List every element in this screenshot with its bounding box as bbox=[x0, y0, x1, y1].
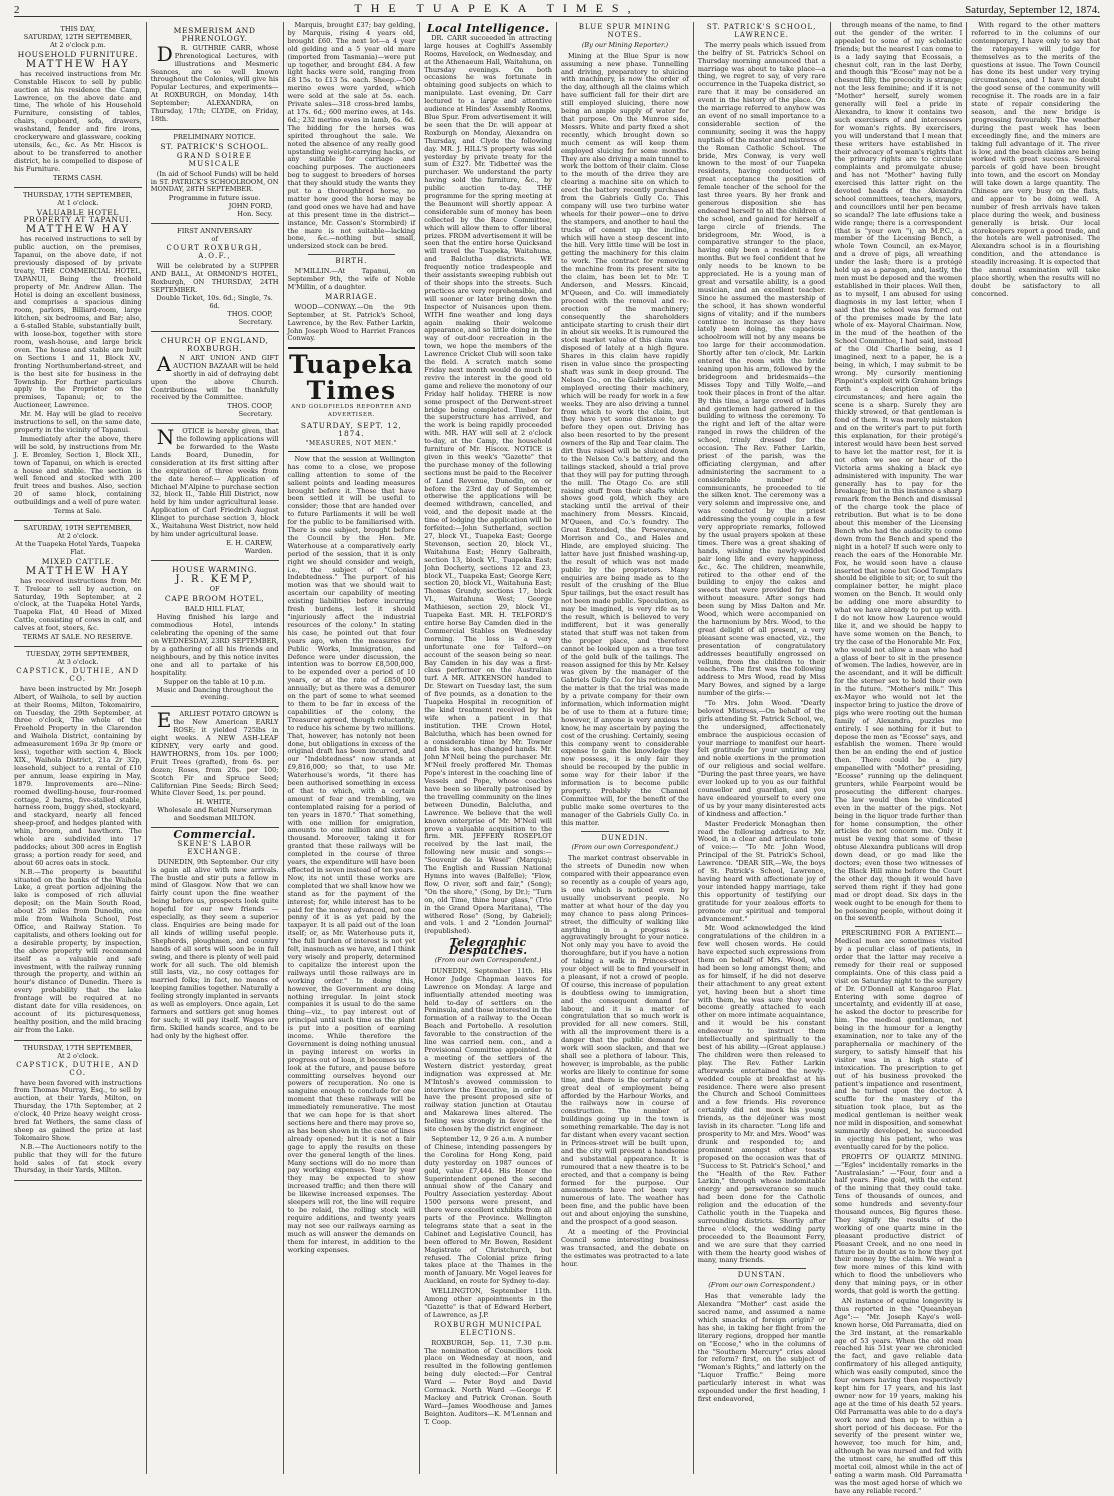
ad-time: At 2 o'clock. bbox=[57, 1051, 99, 1060]
ad-nb: N.B.—The Auctioneers notify to the public that they will for the future hold sales of fat stock every Thursday, in their Yards, Milton. bbox=[14, 1142, 142, 1175]
ad-prelim: PRELIMINARY NOTICE. bbox=[173, 132, 256, 141]
divider bbox=[581, 831, 669, 832]
ad-signature: THOS. COOP, bbox=[227, 402, 273, 411]
ad-heading: MESMERISM AND PHRENOLOGY. bbox=[173, 26, 256, 43]
ad-body: Having finished his large and commodious Hotel, intends celebrating the opening of the same on WEDNESDAY, 23RD SEPTEMBER, by a gathering of all his friends and neighbours, and by this notice invites one and all to partake of his hospitality. bbox=[150, 613, 279, 677]
dunstan-heading: DUNSTAN. bbox=[737, 1271, 786, 1280]
soiree-ad bbox=[151, 130, 279, 224]
ad-first: FIRST ANNIVERSARY bbox=[177, 227, 253, 236]
auctioneer-name: MATTHEW HAY bbox=[25, 58, 130, 70]
ad-day: THIS DAY, bbox=[60, 25, 96, 33]
flag-name: Tuapeka Times bbox=[289, 350, 414, 406]
ad-heading: HOUSE WARMING. bbox=[172, 564, 258, 574]
column-5 bbox=[557, 22, 694, 1474]
article-body: The merry peals which issued from the belfry of St. Patrick's School on Thursday morning announced that a marriage was about to take place—a thing, we regret to say, of very rare occurrence in the Tuapeka district, so rare that it may be considered an event in the history of the place. On the marriage referred to anyhow was an event of no small importance to a considerable section of the community, seeing it was the happy nuptials of the master and mistress of the Roman Catholic School. The bride, Mrs Conway, is very well known to the most of our Tuapeka residents, having conducted with great acceptance the position of female teacher of the school for the last three years. By her frank and generous disposition she has endeared herself to all the children of the school, and gained for herself a large circle of friends. The bridegroom, Mr. Wood, is a comparative stranger to the place, having only been a resident a few months. But we feel confident that he only needs to be known to be appreciated. He is a young man of great and versatile ability, is a good musician, and an excellent teacher. Since he assumed the mastership of the school, it has shown wonderful signs of vitality; and if the numbers continue to increase as they have lately been doing, the capacious schoolroom will not by any means be too large for their accommodation. Shortly after ten o'clock, Mr. Larkin entered the room with the bride leaning upon his arm, followed by the bridegroom and bridesmaids—the Misses Topy and Tilly Wolfe,—and took their places in front of the altar. By this time, a large crowd of ladies and gentlemen had gathered in the building to witness the ceremony. To the right and left of the altar were ranged in rows the children of the school, trimly dressed for the occasion. The Rev. Father Larkin, priest of the parish, was the officiating clergyman, and after administering the sacrament to a considerable number of communicants, he proceeded to tie the silken knot. The ceremony was a very solemn and impressive one, and was conducted by the priest addressing the young couple in a few very appropriate remarks, followed by the usual prayers spoken at these times. There was a great shaking of hands, wishing the newly-wedded pair long life and every happiness, &c., &c. The children, meanwhile, retired to the other end of the building to enjoy the cakes and sweets that were provided for them without measure. After songs had been sung by Miss Dalton and Mr. Wood, which were accompanied on the harmonium by Mrs. Wood, to the great delight of all present, a very pleasant scene was enacted, viz., the presentation of congratulatory addresses beautifully engrossed on vellum, from the children to their teachers. The first was the following address to Mrs Wood, read by Miss Mary Bowes, and signed by a large number of the girls:— bbox=[697, 40, 826, 698]
divider bbox=[718, 1268, 806, 1269]
article-body: DR. CARR succeeded in attracting large houses at Coghill's Assembly Rooms, Havelock, on Wednesday, and at the Athenaeum Hall, Waitahuna, on Thursday evenings. On both occasions he was fortunate in obtaining good subjects on which to manipulate. Last evening, Dr. Carr lectured to a large and attentive audience at Hindes' Assembly Rooms, Blue Spur. From advertisement it will be seen that the Dr. will appear at Roxburgh on Monday, Alexandra on Thursday, and Clyde the following day. MR. J. HILL'S property was sold yesterday by private treaty for the sum of £327. Mr. Tidbetter was the purchaser. We understand the party having sold the furniture, &c., by public auction to-day. THE programme for the spring meeting at the Beaumont will shortly appear. A considerable sum of money has been collected by the Race Committee, which will allow them to offer liberal prizes. FROM advertisement it will be seen that the entire horse Quicksand will travel the Tuapeka, Waitahuna, and Balclutha districts. WE frequently notice tradespeople and their assistants sweeping rubbish out of their shops into the streets. Such practices are very reprehensible, and will sooner or later bring down the Inspector of Nuisances upon them. WITH fine weather and long days again making their welcome appearance, and so little doing in the way of out-door recreation in the town, we hope the members of the Lawrence Cricket Club will soon take the field. A scratch match some Friday next month would do much to revive the interest in the good old game and relieve the monotony of our Friday half holiday. THERE is now some prospect of the Derwent-street bridge being completed. Timber for the superstructure has arrived, and the work is being rapidly proceeded with. MR. HAY will sell at 2 o'clock to-day, at the Camp, the household furniture of Mr. Hiscox. NOTICE is given in this week's "Gazette" that the purchase money of the following sections must be paid to the Receiver of Land Revenue, Dunedin, on or before the 23rd day of September, otherwise the applications will be deemed withdrawn, cancelled, and void, and the deposit made at the time of lodging the application will be forfeited:—John Sutherland, section 27, block VI., Tuapeka East; George Stevenson, section 20, block VI., Waitahuna East; Henry Galbraith, section 13, block VI., Tuapeka East; John Docherty, sections 12 and 23, block VI., Tuapeka East; George Kerr, section 20, block VI., Waitahuna East; Thomas Grundy, sections 17, block VI., Waitahuna West; George Mathieson, section 29, block VI., Tuapeka East. MR. H. TELFORD'S entire horse Bay Camden died in the Commercial Stables on Wednesday morning. The loss is a very unfortunate one for Telford—on account of the season being so near. Bay Camden in his day was a first-class performer on the Australian turf. A MR. AITKENSON handed to Dr. Stewart on Tuesday last, the sum of five pounds, as a donation to the Tuapeka Hospital in recognition of the kind treatment received by his wife when a patient in that institution. THE Crown Hotel, Balclutha, which has been owned for a considerable time by Mr. Towner and his son, has changed hands. Mr. John M'Neil being the purchaser. Mr. M'Neil freely proffered Mr. Thomas Pope's interest in the coaching line of Vessels and Pope, whose coaches have been so liberally patronised by the travelling community on the lines between Dunedin, Balclutha, and Lawrence. We believe that the well known enterprise of Mr. M'Neil will prove a valuable acquisition to the firm. MR. JEFFERY ROSEPLOT received by the last mail, the following new music and songs:— "Souvenir de la Wesel" (Marquis); The English and Russian National Hymns into waves (Balfelle); "Flow, flow, O river, soft and fair," (Song); "On the shore," (Song, by Dr.); "Turn on, old Time, thine hour glass," (Trio in the Grand Opera Maritana), "The withered Rose" (Song, by Gabriel); and vols. 1 and 2 "London Journal" (republished). bbox=[424, 33, 552, 936]
st-patricks-article bbox=[698, 42, 826, 1266]
ad-of: of bbox=[211, 235, 218, 244]
article-body: Now that the session at Wellington has come to a close, we propose calling attention to some of the salient points and leading measures brought before it. Those that have been settled it will be useful to consider; those that are handed over to future Parliaments it will be well for the public to be familiarised with. There is one subject, brought before the Council by the Hon. Mr. Waterhouse at a comparatively early period of the session, that it is only right we should consider and weigh, i.e., the subject of "Colonial Indebtedness." The purport of his motion was that we should wait to ascertain our capability of meeting existing liabilities before incurring fresh burdens, lest it should "injuriously affect the industrial resources of the colony." In stating his case, he pointed out that four years ago, when the measures for Public Works, Immigration, and Defence were under discussion, the intention was to borrow £8,500,000, to be expended over a period of 10 years, or at the rate of £850,000 annually; but as there was a demurer on the part of some to what seemed to them to be far in excess of the capabilities of the colony, the Treasurer agreed, though reluctantly, to reduce his scheme by two millions. That, however, has notonly not been done, but obligations in excess of the original draft has been incurred, and our "Indebtedness" now stands at £9,816,000; so that, to use Mr. Waterhouse's words, "it there has been authorised something in excess of that to which, with a certain amount of fear and trembling, we contemplated raising for a period of ten years in 1870." That something, with one million for emigration, amounts to one million and sixteen thousand. Moreover, taking it for granted that these railways will be completed in the course of three years, the expenditure will have been effected in seven instead of ten years. Now, its not until these works are completed that we shall know how we stand as for the payment of the interest; for, while interest has to be paid for the money advanced, not one penny of it is as yet paid by the taxpayer. It is all paid out of the loan itself; or, as Mr. Waterhouse puts it, "the full burden of interest is not yet felt, inasmuch as we have, and I think very wisely and properly, determined to capitalize the interest upon the railways until those railways are in working order." In doing this, however, the Government are doing nothing irregular. In joint stock companies it is usual to do the same thing—viz., to pay interest out of principal until such time as the plant is put into a position of earning income. While therefore the Government is doing nothing unusual in paying interest on works in progress out of loan, it becomes us to look at the future, and pause before committing ourselves beyond our powers of recuperation. No one is sanguine enough to conclude for one moment that these railways will be immediately remunerative. The most that we can hope for is that short sections here and there may prove so, as has been shown in the case of lines already opened; but it is not a fair gage to apply the results on these over the general length of the lines. Many sections will do no more than pay working expenses. Year by year they may be expected to show increased traffic; and then there will be likewise increased expenses. The sleepers will rot, the line will require to be relaid, the rolling stock will require additions, and twenty years may not see our railways earning as much as will answer the demands on them for interest, in addition to the working expenses. bbox=[287, 454, 416, 1254]
dunedin-byline: (From our own Correspondent.) bbox=[571, 843, 679, 852]
ad-signature: THOS. COOP, bbox=[227, 310, 273, 319]
ad-body: EARLIEST POTATO GROWN is the New American EARLY ROSE; it yielded 725lbs in eight weeks. A NEW ASH-LEAF KIDNEY, very early and good. HAWTHORNS, from 10s. per 1000; Fruit Trees (grafted), from 6s. per dozen; Roses, from 20s. per 100; Scotch Fir and Spruce Seed; Californian Pine Seeds; Birch Seed; White Clover Seed, 1s. per pound. bbox=[150, 708, 279, 798]
ad-signature: H. WHITE, bbox=[196, 798, 233, 807]
flag-tagline: AND GOLDFIELDS REPORTER AND ADVERTISER. bbox=[291, 404, 412, 419]
ad-heading: HOUSEHOLD FURNITURE. bbox=[17, 50, 139, 59]
ad-heading: COURT ROXBURGH, A.O.F., bbox=[166, 244, 263, 260]
ad-body: have been instructed by Mr. Joseph Albert, of Waihola, to sell by auction at their Rooms, Milton, Tokomairiro, on Tuesday, the 29th September, at three o'clock, The whole of the Freehold Property in the Clarendon and Waihola District, containing by admeasurement 169a 3r 9p (more or less), together with section 4, Block XIX., Waihola District, 21a 2r 32p, leasehold, subject to a rental of £10 per annum, lease expiring in May, 1879. Improvements are—Nine-roomed dwelling-house, four-roomed cottage, 2 barns, five-stalled stable, harness room, buggy shed, stockyard, and stackyard, nearly all fenced sheep-proof, and hedges planted with whin, broom, and hawthorn. The whole are subdivided into 17 paddocks; about 300 acres in English grass; a portion ready for seed, and about 60 acres oats in stock. bbox=[14, 684, 142, 867]
ad-tickets: Double Ticket, 10s. 6d.; Single, 7s. 6d. bbox=[156, 294, 273, 311]
host-name: J. R. KEMP, bbox=[175, 573, 254, 585]
article-body: PROFITS OF QUARTZ MINING.—"Egles" incidentally remarks in the "Australasian:" —"Four, four and a half years. Fine gold, with the extent of the mining that they could take. Tens of thousands of ounces, and some hundreds and seventy-four thousand ounces, Big figures these. They signify the results of the working of one quartz mine in the pleasant productive district of Pleasant Creek, and no one need in future be in doubt as to how they got their money by the claim. We want a few more mines of this kind with which to flood the unbelievers who deny that mining pays, or in other words, that gold is worth the getting. bbox=[834, 1152, 963, 1296]
article-body: ROXBURGH, Sep. 11, 7.30 p.m. The nomination of Councillors took place on Wednesday at noon, and resulted in the following gentlemen being duly elected:—For Central Ward — Peter Boyd and David Cormack. North Ward —George F. Mackey and Patrick Cronan. South Ward—James Woodhouse and James Beighton. Auditors—K. M'Lennan and T. Coop. bbox=[424, 1338, 552, 1426]
auctioneer-name: CAPSTICK, DUTHIE, AND CO. bbox=[16, 1060, 140, 1077]
flag-motto: "MEASURES, NOT MEN." bbox=[305, 439, 398, 447]
mesmerism-ad bbox=[151, 22, 279, 130]
ad-after: Immediately after the above, there will be sold, by instructions from Mr. J. E. Bromley, Section 1, Block XII., town of Tapanui, on which is erected a house and stable. The section is well fenced and stocked with 200 fruit trees and bushes. Also, section 20 of same block, containing outbuildings and a well of pure water. bbox=[14, 434, 142, 507]
telegraphic-heading: Telegraphic Despatches. bbox=[448, 936, 528, 958]
ad-time: At 2 o'clock. bbox=[57, 531, 99, 540]
leader-article bbox=[288, 456, 416, 1255]
dunedin-heading: DUNEDIN. bbox=[601, 833, 649, 842]
ad-time: At 3 o'clock. bbox=[57, 658, 99, 666]
market-report bbox=[288, 22, 416, 251]
article-body: AN instance of equine longevity is thus reported in the "Queanbeyan Age":— "Mr. Joseph Kaye's well-known horse, Old Parramatta, died on the 3rd instant, at the remarkable age of 53 years. When the old roan reached his 51st year we chronicled the fact, and gave reliable data confirmatory of his alleged antiquity, which was easily computed, since the four owners having then respectively kept him for 17 years, and his last owner now for 19 years, making his age at the time of his death 52 years. Old Parramatta was able to do a day's work now and then up to within a short period of his decease. For the severity of the present winter we, however, too much for him, and, although he was nursed and fed with the utmost care, he snuffed off this mortal coil, almost while in the act of eating a warm mash. Old Parramatta was the most aged horse of which we have any reliable record." bbox=[834, 1297, 963, 1495]
marriage-heading: MARRIAGE. bbox=[325, 292, 378, 301]
commercial-subheading: SKENE'S LABOR EXCHANGE. bbox=[177, 839, 252, 856]
marriage-notice bbox=[288, 304, 416, 344]
ad-signature: JOHN FORD, bbox=[228, 202, 273, 211]
column-8 bbox=[967, 22, 1104, 1474]
dunstan-article-continued bbox=[835, 22, 963, 923]
potato-ad bbox=[151, 707, 279, 828]
article-body: "To Mrs. John Wood. "Dearly beloved Mistress,—On behalf of the girls attending St. Patrick School, we, the undersigned, affectionately embrace the auspicious occasion of your marriage to manifest our heart-felt gratitude for your untiring zeal and noble exertions in the promotion of our religious and social welfare. "During the past three years, we have ever looked up to you as our faithful counsellor and guardian, and you have endeared yourself to every one of us by your many disinterested acts of kindness and affection." bbox=[697, 699, 826, 818]
newspaper-title: THE TUAPEKA TIMES, bbox=[354, 1, 640, 15]
article-body: PRESCRIBING FOR A PATIENT.—Medical men are sometimes visited by a peculiar class of patients, in order that the latter may receive a remedy for their real or supposed complaints. One of this class paid a visit on Saturday night to the surgery of Dr. O'Donnell at Kangaroo Flat. Entering with some degree of uncertainty, and evidently ill at ease, he asked the doctor to prescribe for him. The medical gentleman, not being in the humour for a lengthy examination, nor to take any of the paraphernalia or machinery of the surgery, to satisfy himself that his visitor was in a high state of intoxication. The prescription to get out of his business provoked the patient's impatience and resentment, and he turned upon the doctor. A scuffle for the mastery of the situation took place, but as the medical gentleman is neither weak nor mild in disposition, and somewhat summarily developed, he succeeded in ejecting his patient, who was eventually cared for by the police. bbox=[834, 929, 963, 1151]
local-intelligence-heading: Local Intelligence. bbox=[426, 22, 550, 35]
ad-heading: GRAND SOIREE MUSICALE bbox=[176, 151, 253, 168]
roxburgh-heading: ROXBURGH MUNICIPAL ELECTIONS. bbox=[434, 1320, 543, 1337]
waste-lands-notice bbox=[151, 424, 279, 561]
article-body: DUNEDIN, 9th September. Our city is again all alive with new arrivals. The bustle and stir puts a fellow in mind of Glasgow. Now that we can fairly count upon the fine weather being before us, prospects look quite hopeful for our new friends —especially, as they seem a superior class. Enquiries are being made for all kinds of willing useful people. Shepherds, ploughmen, and country hands of all sorts will soon be in full swing, and there is plenty of well paid work for all such. The old blemish still lasts, viz., no cosy cottages for married folks; in fact, no means of keeping families together. Naturally a feeling strongly implanted in servants as well as employers. Once again, Let farmers and settlers get snug homes for such; it will pay itself. Wages are firm. Skilled hands scarce, and to be had only by the highest offer. bbox=[150, 857, 279, 1040]
ad-signature-title: Secretary. bbox=[238, 318, 273, 327]
article-body: Mining at the Blue Spur is now assuming a new phase. Tunnelling and driving, preparatory to sluicing with machinery, is now the order of the day, although all the claims which have sufficient fall for their dirt are still employed sluicing, there now being an ample supply of water for that purpose. On the Munroe side, Messrs. White and party fixed a shot recently, which brought down so much cement as will keep them employed sluicing for some months. They are also driving a main tunnel to work the bottom of their claim. Close to the mouth of the drive they are clearing a machine site on which to erect the battery recently purchased from the Gabriels Gully Co. This company will use two turbine water wheels for their power—one to drive the stampers, and another to haul the trucks of cement up the incline, which will have a steep descent into the hill. Very little time will be lost in getting the machinery for this claim to work. The contract for removing the machine from its present site to the claim, has been let to Mr. T. Anderson, and Messrs. Kincaid, M'Queen, and Co. will immediately proceed with the removal and re-erection of the machinery; consequently the shareholders anticipate starting to crush their dirt in about six weeks. It is rumoured the stock market value of this claim was disposed of lately at a high figure. Shares in this claim have rapidly risen in value since the prospecting shaft was sunk in deep ground. The Nelson Co., on the Gabriels side, are employed erecting their machinery, which will be ready for work in a few weeks. They are also driving a tunnel from which to work the claim, but they have yet some distance to go before they open out. Driving has also been resorted to by the present owners of the Rip and Tear claim. The dirt thus raised will be sluiced down to the Nelson Co.'s battery, and the tailings stacked, should a trial prove that they will pay for putting through the mill. The Otago Co. are still raising stuff from their shafts which shows good gold, which they are stacking until the arrival of their machinery from Messrs. Kincaid, M'Queen, and Co.'s foundry. The Great Extended, the Perseverance, Morrison and Co., and Hales and Hinde, are employed sluicing. The latter have just finished washing-up, the result of which was not made public by the proprietors. Many enquiries are being made as to the result of the crushing of the Blue Spur tailings, but the exact result has not been made public. Speculation, as may be imagined, is very rife as to the result, which is believed to very indifferent, but it was generally stated that stuff was not taken from the proper place, and therefore cannot be looked upon as a true test of the gold bulk of the tailings. The reason assigned for this by Mr. Kelsey was given by the manager of the Gabriels Gully Co. for his reticence in the matter is that the trial was made by a private company for their own information, which information might be of use to them at a future time; however, if anyone is very anxious to know, he may ascertain by paying the cost of the crushing. Certainly, seeing this company went to considerable expense to gain the knowledge they now possess, it is only fair they should be recouped by the public in some way for their labor if the information is to become public property. Probably the Channel Committee will, for the benefit of the public make some overtures to the manager of the Gabriels Gully Co. in this matter. bbox=[561, 51, 689, 827]
telegraphic-despatches bbox=[424, 968, 552, 1320]
ad-body: DR. GUTHRIE CARR, whose Phrenological Lectures, with illustrations and Mesmeric Seances, are so well known throughout the Colonies, will give his Popular Lectures, and experiments— At ROXBURGH, on Monday, 14th September; ALEXANDRA, on Thursday, 17th; CLYDE, on Friday, 18th. bbox=[150, 41, 279, 123]
column-6 bbox=[694, 22, 831, 1474]
ad-body: has received instructions to sell by public auction, on the premises, Tapanui, on the above date, if not previously disposed of by private treaty, THE COMMERCIAL HOTEL, TAPANUI, Being the freehold property of Mr. Andrew Allan. The Hotel is doing an excellent business, and comprises a spacious dining room, parlors, Billiard-room, large kitchen, six bedrooms, and Bar; also, a 6-stalled Stable, substantially built, with loose-box, together with store room, wash-house, and large brick oven. The house and stable are built on Sections 1 and 11, Block XV., fronting Northumberland-street, and is the best site for business in the Township. For further particulars apply to the Proprietor on the premises, Tapanui; or, to the Auctioneer, Lawrence. bbox=[14, 235, 142, 410]
ad-heading: CHURCH OF ENGLAND, ROXBURGH. bbox=[160, 336, 269, 353]
column-3 bbox=[284, 22, 421, 1474]
editorial-flag bbox=[288, 347, 416, 452]
dunedin-article bbox=[561, 855, 689, 1268]
auctioneer-name: MATTHEW HAY bbox=[25, 565, 130, 577]
wethers-auction-ad bbox=[14, 1041, 142, 1182]
ad-school: ST. PATRICK'S SCHOOL. bbox=[160, 141, 269, 151]
article-body: Mr. Wood acknowledged the kind congratulations of the children in a few well chosen words. He could have expected such expressions from them on behalf of Mrs. Wood, who had been so long amongst them; and as for himself, if he did not deserve their attachment to any great extent yet, having been but a short time with them, he was sure they would become greatly attached to each other on more intimate acquaintance, and it would be his constant endeavour to instruct them intellectually and spiritually to the best of his ability.—(Great applause.) The children were then released to play. The Rev. Father Larkin afterwards entertained the newly-wedded couple at breakfast at his residence. There were also present the Church and School Committees and a few friends. His reverence certainly did not mock his young friends, as the déjeûner was most lavish in its character. "Long life and prosperity to Mr. and Mrs. Wood" was drunk and responded to; and prominent amongst other toasts proposed on the occasion was that of "Success to St. Patrick's School," and the "Health of the Rev. Father Larkin," through whose indomitable energy and perseverance so much had been done for the Catholic religion and the education of the Catholic youth in the Tuapeka and surrounding districts. Shortly after three o'clock, the wedding party proceeded to the Beaumont Ferry, and we are sure that they carried with them the hearty good wishes of many, many friends. bbox=[697, 924, 826, 1265]
ad-place: At the Tuapeka Hotel Yards, Tuapeka Flat. bbox=[15, 539, 141, 556]
ad-body: (In aid of School Funds) will be held in ST. PATRICK'S SCHOOLROOM, ON MONDAY, 28TH SEPTEMBER. bbox=[150, 169, 279, 194]
ad-date: THURSDAY, 17TH SEPTEMBER, bbox=[23, 190, 133, 199]
telegraphic-byline: (From our own Correspondent.) bbox=[434, 956, 542, 965]
blue-spur-article bbox=[561, 53, 689, 828]
ad-signature-title: Wholesale and Retail Nurseryman and Seedsman MILTON. bbox=[157, 806, 272, 823]
ad-body: has received instructions from Mr. T. Treloar to sell by auction, on Saturday, 19th September, at 2 o'clock, at the Tuapeka Hotel Yards, Tuapeka Flat, 40 Head of Mixed Cattle, consisting of cows in calf, and calves at foot, steers, &c. bbox=[14, 576, 142, 633]
cattle-auction-ad bbox=[14, 521, 142, 647]
issue-date: Saturday, September 12, 1874. bbox=[965, 4, 1100, 16]
court-ad bbox=[151, 224, 279, 332]
ad-date: TUESDAY, 29TH SEPTEMBER, bbox=[25, 650, 130, 658]
article-body: Master Frederick Monaghan then read the following address to Mr. Wood, in a clear and articulate tone of voice:— "To Mr. John Wood, Principal of the St. Patrick's School, Lawrence. "DEAR SIR,—We, the boys of St. Patrick's School, Lawrence, having heard with affectionate joy of your intended happy marriage, take this opportunity of testifying our gratitude for your zealous efforts to promote our spiritual and temporal advancement." bbox=[697, 819, 826, 923]
ad-body: NOTICE is hereby given, that the following applications will be forwarded to the Waste Lands Board, Dunedin, for consideration at its first sitting after the expiration of three weeks from the date hereof:— Application of Michael M'Alpine to purchase section 32, block II., Table Hill District, now held by him under agricultural lease. Application of Carl Friedrich August Klinget to purchase section 3, block X., Waitahuna West District, now held by him under agricultural lease. bbox=[150, 425, 279, 538]
ad-programme: Programme in future issue. bbox=[168, 194, 261, 203]
ad-date: SATURDAY, 12TH SEPTEMBER, bbox=[23, 33, 133, 41]
ad-terms: Terms at Sale. bbox=[53, 507, 102, 516]
article-body: At a meeting of the Provincial Council some interesting business was transacted, and the debate on the estimates was protracted to a late hour. bbox=[561, 1227, 689, 1268]
property-auction-ad bbox=[14, 647, 142, 1041]
column-1 bbox=[10, 22, 147, 1474]
ad-signature-title: Secretary. bbox=[238, 410, 273, 419]
masthead bbox=[14, 2, 1100, 17]
dunstan-byline: (From our own Correspondent.) bbox=[708, 1281, 816, 1290]
ad-heading: MIXED CATTLE. bbox=[41, 556, 114, 566]
columns bbox=[10, 21, 1104, 1495]
ad-terms: TERMS CASH. bbox=[53, 173, 103, 182]
blue-spur-heading: BLUE SPUR MINING NOTES. bbox=[578, 23, 671, 39]
article-body: The market contrast observable in the streets of Dunedin now when compared with their appearance even so recently as a couple of years ago, is one which is noticed even by usually unobservant people. No matter at what hour of the day you may chance to pass along Princes-street, the difficulty of walking like anything in a progress is aggravatingly brought to your notice. Not only may you have to avoid the thoroughfare, but if you have a notion of taking a walk in Princes-street your object will be to find yourself in a pleasant, if not a crowd of people. Of course, this increase of population is doubtless owing to immigration, and the consequent demand for labour, and it is a matter of congratulation that so much work is provided for all new comers. Still, with all the improvement there is a danger that the public demand for work will soon slacken, and that we shall see a plethora of labour. This, however, is improbable, as the public works are likely to continue for some time, and there is the certainty of a great deal of employment being afforded by the Harbour Works, and the railways now in course of construction. The number of buildings going up in the town is something remarkable. The day is not far distant when every vacant section in Princes-street will be built upon, and the city will present a handsome and substantial appearance. It is rumoured that a new theatre is to be erected, and that a company is being formed for the purpose. Our amusements have not been very numerous of late. The weather has been fine, and the public have been out and about enjoying the sunshine, and the prospect of a good season. bbox=[561, 854, 689, 1227]
commercial-article bbox=[151, 859, 279, 1041]
ad-date: THURSDAY, 17TH SEPTEMBER, bbox=[23, 1043, 133, 1052]
hotel-name: CAPE BROOM HOTEL, bbox=[164, 594, 265, 604]
article-body: DUNEDIN, September 11th. His Honor Judge Chapman leaves for Lawrence on Monday. A large and influentially attended meeting was held to-day of settlers on the Peninsula, and those interested in the formation of a railway to the Ocean Beach and Portobello. A resolution favorable to the construction of the line was carried nem. con., and a Provisional Committee appointed. At a meeting of the settlers of the Western district yesterday, great indignation was expressed at Mr. M'Intosh's avowed commission to interview the Executive, in order to have the present proposed site of railway station junction at Otautau and Makarewa lines altered. The feeling was strongly in favor of the site chosen by the district engineer. bbox=[424, 966, 552, 1134]
column-7 bbox=[831, 21, 968, 1495]
notice-body: M'MILLIN.—At Tapanui, on September 9th, the wife of Noble M'Millin, of a daughter. bbox=[287, 267, 416, 291]
prescribing-article bbox=[835, 930, 963, 1495]
ad-body: have been favored with instructions from Thomas Murray, Esq., to sell by auction, at their Yards, Milton, on Thursday, the 17th September, at 2 o'clock, 40 Prize heavy weight cross-bred fat Wethers, the same class of sheep as gained the prize at last Tokomairo Show. bbox=[14, 1078, 142, 1142]
hotel-auction-ad bbox=[14, 188, 142, 521]
ad-nb: N.B.—The property is beautiful situated on the banks of the Waihola Lake, a great portion adjoining the lake is composed of rich alluvial deposit; on the Main South Road, about 25 miles from Dunedin, one mile from Waihola School, Post Office, and Railway Station. To capitalists, and others looking out for a desirable property, by inspection, the above property will recommend itself as a valuable and safe investment, with the railway running through the property, and within an hour's distance of Dunedin. There is every probability that the lake frontage will be required at no distant date for villa residences, on account of its picturesqueness, healthy position, and the mild bracing air from the Lake. bbox=[14, 867, 142, 1034]
divider bbox=[855, 926, 943, 927]
ad-body: Will be celebrated by a SUPPER AND BALL, At ORMOND'S HOTEL, Roxburgh, ON THURSDAY, 24TH SEPTEMBER. bbox=[150, 261, 279, 294]
article-body: With regard to the other matters referred to in the columns of our contemporary, I have only to say that the ratepayers will judge for themselves as to the merits of the questions at issue. The Town Council has done its best under very trying circumstances, and I have no doubt the good sense of the community will recognise it. The roads are in a fair state of repair considering the season, and the new bridge is progressing favourably. The weather during the past week has been exceedingly fine, and the miners are taking full advantage of it. The river is low, and the beach claims are being worked with great success. Several parcels of gold have been brought into town, and the escort on Monday will take down a large quantity. The Chinese are very busy on the flats, and appear to be doing well. A number of fresh arrivals have taken place during the week, and business generally is brisk. Our local storekeepers report a good trade, and the hotels are well patronised. The Alexandra school is in a flourishing condition, and the attendance is steadily increasing. It is expected that the annual examination will take place shortly, when the results will no doubt be satisfactory to all concerned. bbox=[971, 21, 1100, 298]
article-body: September 12, 9 26 a.m. A number of Chinese, intending passengers by the Corolina for Hong Kong, paid duty yesterday on 1987 ounces of gold, value £7,444. His Honor the Superintendent opened the second annual show of the Canary and Poultry Association yesterday. About 1500 persons were present, and there were excellent exhibits from all parts of the Province. Wellington telegrams state that a seat in the Cabinet and Legislative Council, has been offered to Mr. Bowen, Resident Magistrate of Christchurch, but refused. The Colonial prize firing takes place at the Thames in the month of January. Mr. Vogel leaves for Auckland, en route for Sydney to-day. bbox=[424, 1134, 552, 1286]
roxburgh-elections bbox=[424, 1340, 552, 1427]
ad-time: At 1 o'clock. bbox=[57, 198, 99, 207]
ad-signature: E. H. CAREW, bbox=[226, 538, 273, 547]
ad-time: At 2 o'clock p.m. bbox=[50, 41, 106, 49]
auctioneer-name: CAPSTICK, DUTHIE, AND CO. bbox=[16, 667, 140, 683]
ad-note: Mr. M. Hay will be glad to receive instructions to sell, on the same date, property in the vicinity of Tapanui. bbox=[14, 410, 142, 434]
page-number: 2 bbox=[14, 4, 21, 16]
commercial-heading: Commercial. bbox=[173, 828, 256, 842]
ad-signature-title: Hon. Secy. bbox=[237, 210, 273, 219]
birth-notice bbox=[288, 268, 416, 292]
article-body: through means of the name, to find out the gender of the writer. I appealed to some of my scholastic friends; but the nearest I can come to is a lady saying that Ecossais, a chesnut colt, ran in the last Derby, and though this "Ecose" may not be a chesnut filly, the precocity is strange; not the less feminine; and if it is not "Mother" herself, surely women generally will feel a pride in Alexandra, to know it contains two such exercisers of and intercessors for woman's rights. By exercisers, you will understand that I mean that these writers have established in their advocacy of woman's rights that the primary rights are to circulate complaints and promulgate abuse; and has not "Mother" having fully exercised this latter right on the devoted heads of the Alexandra school committees, teachers, mayors, and councillors until her pen became so scandal? The late effusions take a wide range; there is a correspondent (that is "your own "), an M.P.C., a member of the Licensing Bench, a whole Town Council, an ex-Mayor, and a drove of pigs, all wreathing under the lash; there is a protégé held up as a paragon, and, lastly, the men must be deposed and the women established in their places. Well then, as to myself, I am abused for using diagnosis in my last letter, when I said that the school was formed out of the premises made by the late whole of ex- Mayoral Chairman. Now, in the mud of the heathen of the School Committee, I had said, instead of the Old Charlie being, as I imagined, next to a paper, he is a being, in which, I may submit to be wrong. My cursorily mentioning Pinpoint's exploit with Graham brings forth a description of the circumstances; and here again the scene is a sharp. Surely they are thickly strewed, or that gentleman is fond of them. It was merely mistaken and on the writer's part to put forth this explanation, for their protégé's interest would have been best served to have let the matter rest, for it is not often we see or hear of the Victoria arms shaking a black eye administered with impunity. The war generally has to pay for the breakage; but in this instance a sharp remark from the Bench and dismissal of the charge took the place of retribution. But what is to be done about this member of the Licensing Bench who had the audacity to come down from the Bench and spend the night in a hotel? If such were only to reach the ears of the Honorable Mr. Fox, he would soon have a clause inserted that none but Good Templars should be eligible to sit; or, to suit the complainer better, he might place women on the Bench. It would only be adding one more absurdity to what we have already to put up with. I do not know how Laurence would like it, and we should be happy to have some women on the Bench, to try the case of the Honorable Mr. Fox, who would not allow a man who had a glass of beer to sit in the presence of women. The ladies, however, are in the ascendant, and it will be difficult for the sterner sex to hold their own in the future. "Mother's milk." This ex-Mayor who would not let the inspector bring to justice the drove of pigs who were rooting out the human family of Alexandra, puzzles me entirely. I see nothing for it but to depose the men as "Ecosse" says, and establish the women. There would then be an ending the end of justice then. There could be a jury empanelled with "Mother" presiding, "Ecosse" running up the delinquent grunters, while Fearpoint would be prosecuting the different charges. The law would then be vindicated even in the matter of the pigs. Not being in the liquor trade further than for home consumption, the other articles do not concern me. Only it must be vexing that some of these obtuse Alexandra publicans will drop down dead, or go mad like the doctors; even those two witnesses of the Black Hill mine before the Court the other day, though it would have served them right if they had gone mad or dropt dead. Six days in the week ought to be enough for them to be poisoning people, without doing it on the seventh. bbox=[834, 21, 963, 923]
house-warming-ad bbox=[151, 561, 279, 708]
ad-body: AN ART UNION AND GIFT AUCTION BAZAAR will be held shortly in aid of defraying debt upon the above Church. Contributions will be thankfully received by the Committee. bbox=[150, 351, 279, 402]
ad-body: has received instructions from Mr. Constable Hiscox to sell by public auction at his residence the Camp, Lawrence, on the above date and time, The whole of his Household Furniture, consisting of tables, chairs, cupboard, sofa, drawers, washstand, fender and fire irons, crockeryware and glassware, cooking utensils, &c., &c. As Mr. Hiscox is about to be transferred to another district, he is compelled to dispose of his Furniture. bbox=[14, 69, 142, 173]
ad-date: SATURDAY, 19TH SEPTEMBER, bbox=[23, 523, 133, 532]
dunstan-article bbox=[698, 1293, 826, 1404]
church-ad bbox=[151, 332, 279, 424]
dunstan-extra-article bbox=[971, 22, 1100, 299]
divider bbox=[308, 254, 396, 255]
ad-terms: TERMS AT SALE. NO RESERVE. bbox=[22, 633, 133, 642]
birth-heading: BIRTH. bbox=[335, 257, 368, 266]
hotel-place: BALD HILL FLAT, bbox=[184, 605, 245, 614]
notice-body: WOOD—CONWAY.—On the 9th September, at St. Patrick's School, Lawrence, by the Rev. Father Larkin, John Joseph Wood to Harriet Frances Conway. bbox=[287, 302, 416, 343]
ad-signature-title: Warden. bbox=[244, 546, 273, 555]
article-body: Marquis, brought £37; bay gelding, by Marquis, rising 4 years old, brought £60. The next lot—a 4 year old gelding and a 5 year old mare (imported from Tasmania)—were put up together, and brought £84. A few light hacks were sold, ranging from £8 15s. to £13 5s. each. Sheep.—500 merino ewes were yarded, which were sold at the sale at 5s. each. Private sales—318 cross-bred lambs, at 17s. 6d.; 600 merino ewes, at 14s. 6d.; 232 merino ewes in lamb, 6s. 6d. The bidding for the horses was spirited throughout the sale. We noted the absence of any really good upstanding weight-carrying hacks, or any suitable for carriage and coaching purposes. The auctioneers beg to suggest to breeders of horses that they should study the wants they put to a thoroughbred horse, no matter how good the horse may be (and good ones we have had and have at this present time in the district—instance, Mr. Casson's Stormbird) if the mare is not suitable—lacking bone, &c.—nothing but small, undersized stock can be bred. bbox=[287, 21, 416, 251]
blue-spur-byline: (By our Mining Reporter.) bbox=[581, 40, 669, 49]
auctioneer-name: MATTHEW HAY bbox=[25, 224, 130, 236]
article-body: WELLINGTON, September 11th. Among other appointments in the "Gazette" is that of Edward Herbert, of Lawrence, as J.P. bbox=[424, 1287, 552, 1319]
st-patricks-heading: ST. PATRICK'S SCHOOL, LAWRENCE. bbox=[706, 23, 817, 39]
furniture-auction-ad bbox=[14, 22, 142, 188]
ad-music: Music and Dancing throughout the evening. bbox=[156, 685, 274, 702]
flag-date: SATURDAY, SEPT. 12, 1874. bbox=[300, 421, 402, 439]
ad-supper: Supper on the table at 10 p.m. bbox=[163, 677, 266, 686]
column-2 bbox=[147, 22, 284, 1474]
ad-of: OF bbox=[209, 585, 220, 594]
article-body: Has that venerable lady the Alexandra "Mother" cast aside the sacred name, and assumed a name which smacks of foreign origin? or has she, in taking her flight from the literary regions, dropped her mantle on "Eccose," who in the columns of the "Southern Mercury" cries aloud for reform? first, on the subject of "Woman's Rights," and latterly on the "Liquor Traffic." Being more particularly interest in what was expounded under the first heading, I first endeavored, bbox=[697, 1292, 826, 1403]
ad-heading: VALUABLE HOTEL PROPERTY AT TAPANUI. bbox=[23, 207, 133, 225]
column-4 bbox=[420, 22, 557, 1474]
local-intelligence bbox=[424, 35, 552, 936]
